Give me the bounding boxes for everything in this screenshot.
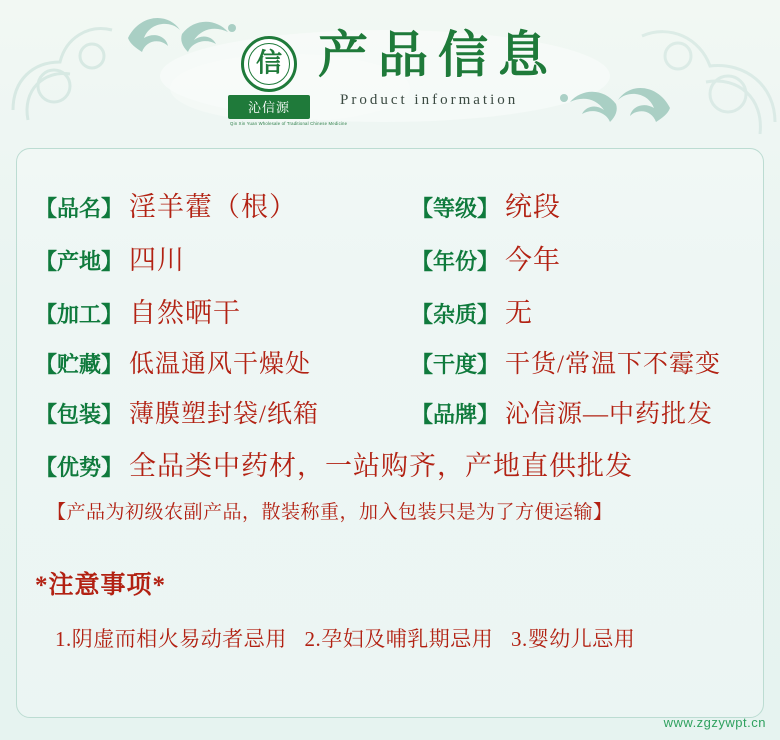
- field-value: 干货/常温下不霉变: [505, 351, 721, 378]
- field-label: 【干度】: [411, 352, 500, 377]
- info-field: [35, 238, 411, 277]
- info-rows: [35, 185, 753, 524]
- warning-list: [55, 623, 647, 653]
- page-header: [0, 0, 780, 142]
- info-row-advantage: [35, 444, 753, 483]
- info-row: [35, 291, 753, 330]
- info-field: [35, 185, 411, 224]
- field-value: 自然晒干: [129, 298, 242, 328]
- field-label: 【优势】: [35, 455, 124, 480]
- brand-logo: [228, 36, 348, 126]
- info-field: [35, 291, 411, 330]
- warning-item: 1.阴虚而相火易动者忌用: [55, 627, 287, 651]
- field-value: 淫羊藿（根）: [129, 192, 298, 222]
- info-field: [411, 291, 753, 330]
- field-label: 【加工】: [35, 302, 124, 327]
- field-label: 【杂质】: [411, 302, 500, 327]
- logo-brand-subtitle: Qin Xin Yuan Wholesale of Traditional Chinese Medicine: [230, 121, 348, 126]
- field-label: 【品名】: [35, 196, 124, 221]
- info-field: [35, 444, 633, 483]
- field-value: 统段: [505, 192, 562, 222]
- warning-item: 2.孕妇及哺乳期忌用: [304, 627, 494, 651]
- page-subtitle: Product information: [340, 92, 519, 108]
- logo-glyph: 信: [255, 48, 282, 78]
- field-value: 薄膜塑封袋/纸箱: [129, 401, 319, 428]
- field-label: 【包装】: [35, 402, 124, 427]
- info-card: [16, 148, 764, 718]
- info-field: [411, 238, 753, 277]
- field-value: 四川: [129, 245, 186, 275]
- field-value: 今年: [505, 245, 562, 275]
- warning-title: *注意事项*: [35, 572, 167, 599]
- field-value: 沁信源—中药批发: [505, 401, 714, 428]
- title-block: [318, 27, 558, 109]
- field-label: 【年份】: [411, 249, 500, 274]
- field-label: 【产地】: [35, 249, 124, 274]
- field-value: 低温通风干燥处: [129, 351, 312, 378]
- info-row: [35, 185, 753, 224]
- warning-item: 3.婴幼儿忌用: [511, 627, 636, 651]
- site-watermark: www.zgzywpt.cn: [663, 715, 766, 730]
- field-value: 无: [505, 298, 534, 328]
- packaging-note: 【产品为初级农副产品，散装称重，加入包装只是为了方便运输】: [47, 502, 613, 523]
- info-field: [35, 394, 411, 430]
- info-field: [35, 344, 411, 380]
- info-field: [411, 185, 753, 224]
- logo-brand-name: 沁信源: [228, 95, 310, 119]
- info-row: [35, 394, 753, 430]
- field-label: 【品牌】: [411, 402, 500, 427]
- logo-emblem-icon: [241, 36, 297, 92]
- info-field: [411, 344, 753, 380]
- info-field: [411, 394, 753, 430]
- field-value: 全品类中药材，一站购齐，产地直供批发: [129, 451, 634, 481]
- field-label: 【贮藏】: [35, 352, 124, 377]
- field-label: 【等级】: [411, 196, 500, 221]
- page-title: 产品信息: [318, 27, 558, 83]
- info-row: [35, 238, 753, 277]
- info-row: [35, 344, 753, 380]
